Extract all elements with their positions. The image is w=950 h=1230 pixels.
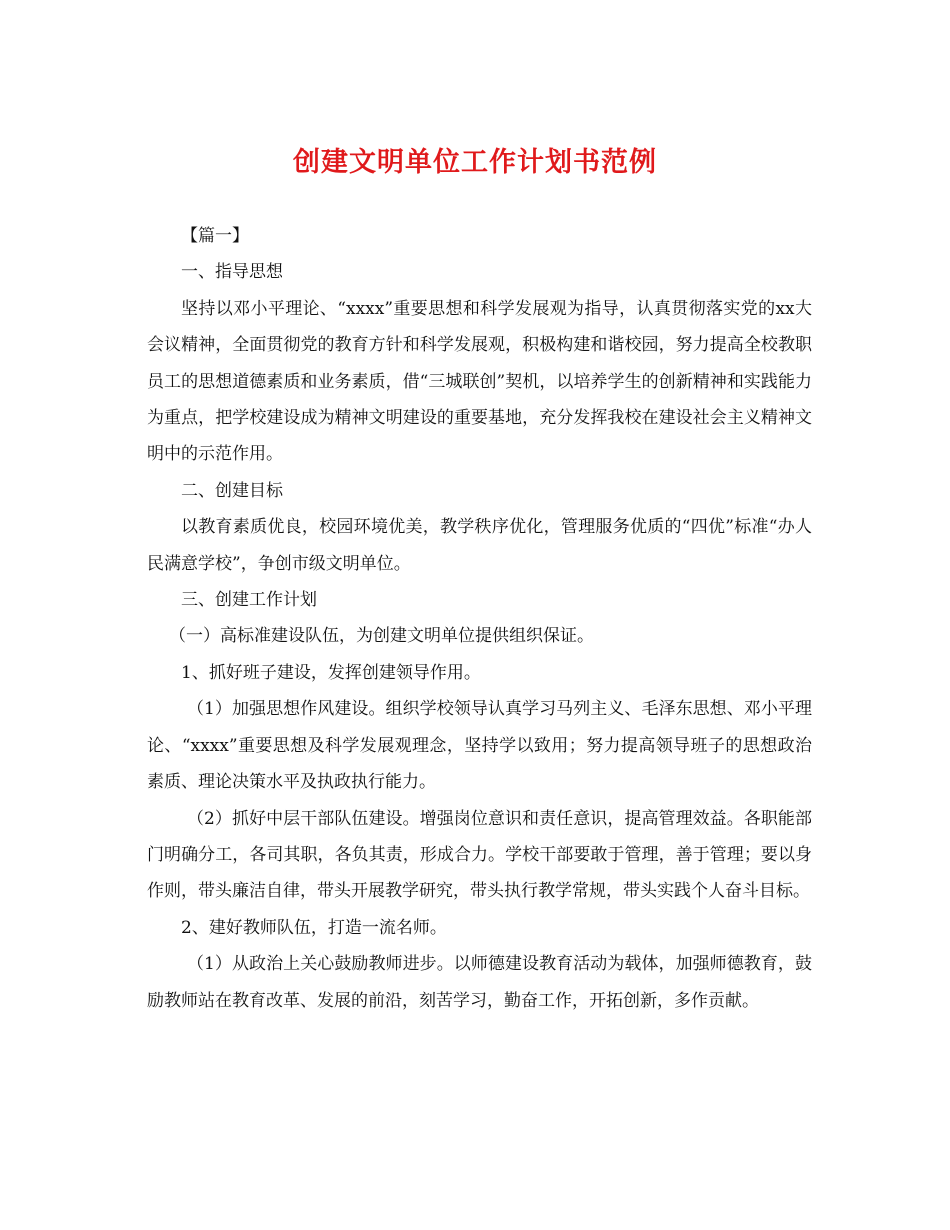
- item-leadership: 1、抓好班子建设，发挥创建领导作用。: [181, 662, 481, 683]
- heading-guiding-ideology: 一、指导思想: [181, 262, 283, 283]
- heading-work-plan: 三、创建工作计划: [181, 590, 317, 611]
- paragraph-goals: 以教育素质优良，校园环境优美，教学秩序优化，管理服务优质的“四优”标准“办人民满意学校”，争创市级文明单位。: [147, 517, 812, 574]
- item-teachers: 2、建好教师队伍，打造一流名师。: [181, 917, 447, 938]
- paragraph-guiding-ideology: 坚持以邓小平理论、“xxxx”重要思想和科学发展观为指导，认真贯彻落实党的xx大会议精神，全面贯彻党的教育方针和科学发展观，积极构建和谐校园，努力提高全校教职员工的思想道德素质和业务素质，借“三城联创”契机，以培养学生的创新精神和实践能力为重点，把学校建设成为精神文明建设的重要基地，充分发挥我校在建设社会主义精神文明中的示范作用。: [147, 298, 812, 465]
- document-title: 创建文明单位工作计划书范例: [293, 147, 657, 178]
- subheading-team-building: （一）高标准建设队伍，为创建文明单位提供组织保证。: [169, 626, 594, 647]
- document-body: [147, 218, 812, 1019]
- heading-goals: 二、创建目标: [181, 480, 283, 501]
- section-label: 【篇一】: [181, 226, 249, 246]
- paragraph-ideology-style: （1）加强思想作风建设。组织学校领导认真学习马列主义、毛泽东思想、邓小平理论、“xxxx”重要思想及科学发展观理念，坚持学以致用；努力提高领导班子的思想政治素质、理论决策水平及执政执行能力。: [147, 699, 812, 793]
- paragraph-middle-cadres: （2）抓好中层干部队伍建设。增强岗位意识和责任意识，提高管理效益。各职能部门明确分工，各司其职，各负其责，形成合力。学校干部要敢于管理，善于管理；要以身作则，带头廉洁自律，带头开展教学研究，带头执行教学常规，带头实践个人奋斗目标。: [147, 808, 812, 902]
- paragraph-teacher-encouragement: （1）从政治上关心鼓励教师进步。以师德建设教育活动为载体，加强师德教育，鼓励教师站在教育改革、发展的前沿，刻苦学习，勤奋工作，开拓创新，多作贡献。: [147, 954, 812, 1011]
